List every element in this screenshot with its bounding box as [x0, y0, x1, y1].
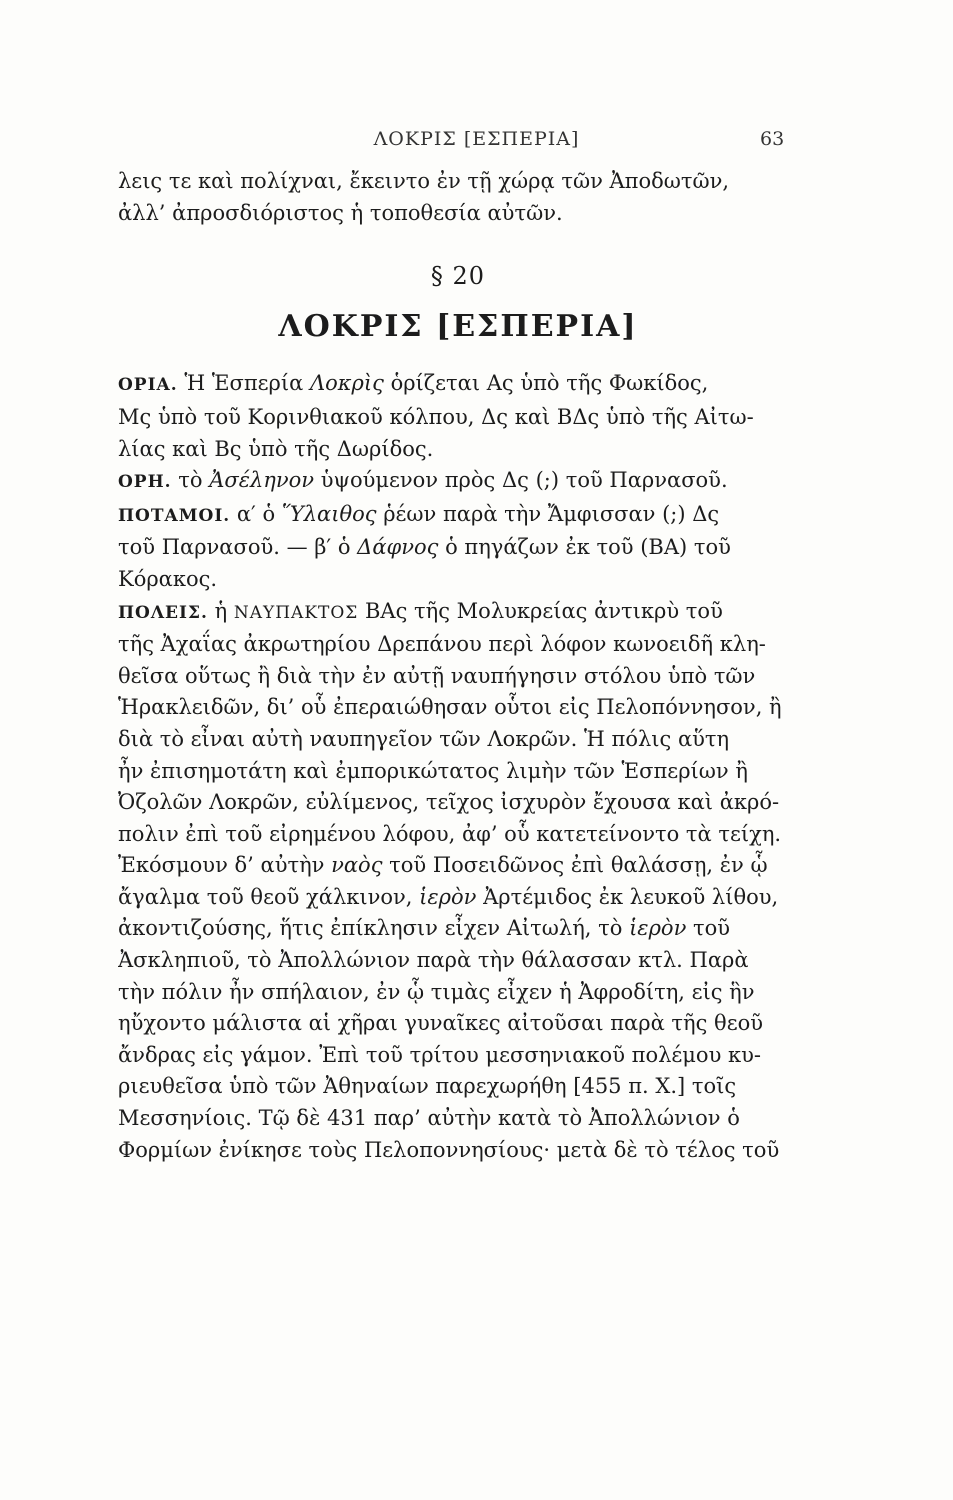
- text-run: ἡ: [207, 598, 234, 623]
- section-number: § 20: [430, 262, 486, 291]
- body-text: [118, 166, 798, 1166]
- ori-label: ΟΡΗ.: [118, 472, 172, 493]
- italic-term: Λοκρὶς: [309, 371, 384, 396]
- oria-label: ΟΡΙΑ.: [118, 375, 178, 396]
- poleis-line: [118, 850, 798, 882]
- italic-term: Ὕλαιθος: [281, 501, 377, 526]
- poleis-line: [118, 882, 798, 914]
- poleis-line: θεῖσα οὕτως ἢ διὰ τὴν ἐν αὐτῇ ναυπήγησιν στόλου ὑπὸ τῶν: [118, 663, 756, 688]
- poleis-line: Ἀσκληπιοῦ, τὸ Ἀπολλώνιον παρὰ τὴν θάλασσαν κτλ. Παρὰ: [118, 948, 749, 973]
- poleis-line: [118, 596, 798, 630]
- oria-line: λίας καὶ Βς ὑπὸ τῆς Δωρίδος.: [118, 436, 434, 461]
- oria-line: Μς ὑπὸ τοῦ Κορινθιακοῦ κόλπου, Δς καὶ ΒΔς ὑπὸ τῆς Αἰτω-: [118, 404, 754, 429]
- poleis-line: διὰ τὸ εἶναι αὐτὴ ναυπηγεῖον τῶν Λοκρῶν. Ἡ πόλις αὕτη: [118, 726, 730, 751]
- section-title: ΛΟΚΡΙΣ [ΕΣΠΕΡΙΑ]: [278, 308, 638, 344]
- page-number: 63: [760, 128, 785, 150]
- text-run: ῥέων παρὰ τὴν Ἄμφισσαν (;) Δς: [376, 501, 720, 526]
- text-run: ἄγαλμα τοῦ θεοῦ χάλκινον,: [118, 884, 420, 909]
- italic-term: ἱερὸν: [419, 884, 477, 909]
- poleis-line: [118, 913, 798, 945]
- text-run: τοῦ Ποσειδῶνος ἐπὶ θαλάσσῃ, ἐν ᾧ: [382, 853, 768, 878]
- poleis-line: Φορμίων ἐνίκησε τοὺς Πελοποννησίους· μετὰ δὲ τὸ τέλος τοῦ: [118, 1137, 780, 1162]
- poleis-line: πολιν ἐπὶ τοῦ εἰρημένου λόφου, ἀφ’ οὗ κατετείνοντο τὰ τείχη.: [118, 821, 782, 846]
- text-run: α′ ὁ: [230, 501, 282, 526]
- italic-term: ἱερὸν: [629, 916, 687, 941]
- text-run: ὑψούμενον πρὸς Δς (;) τοῦ Παρνασοῦ.: [314, 468, 728, 493]
- potamoi-line: [118, 532, 798, 564]
- poleis-line: ηὔχοντο μάλιστα αἱ χῆραι γυναῖκες αἰτοῦσαι παρὰ τῆς θεοῦ: [118, 1011, 763, 1036]
- italic-term: ναὸς: [331, 853, 383, 878]
- poleis-label: ΠΟΛΕΙΣ.: [118, 602, 208, 623]
- intro-line: ἀλλ’ ἀπροσδιόριστος ἡ τοποθεσία αὐτῶν.: [118, 200, 563, 225]
- poleis-line: Μεσσηνίοις. Τῷ δὲ 431 παρ’ αὐτὴν κατὰ τὸ Ἀπολλώνιον ὁ: [118, 1106, 740, 1131]
- text-run: ὁρίζεται Ας ὑπὸ τῆς Φωκίδος,: [383, 371, 709, 396]
- text-run: τοῦ Παρνασοῦ. — β′ ὁ: [118, 535, 358, 560]
- poleis-line: Ὀζολῶν Λοκρῶν, εὐλίμενος, τεῖχος ἰσχυρὸν ἔχουσα καὶ ἀκρό-: [118, 790, 780, 815]
- text-run: τὸ: [171, 468, 210, 493]
- potamoi-label: ΠΟΤΑΜΟΙ.: [118, 505, 231, 526]
- italic-term: Ἀσέληνον: [209, 468, 315, 493]
- poleis-line: τὴν πόλιν ἦν σπήλαιον, ἐν ᾧ τιμὰς εἶχεν ἡ Ἀφροδίτη, εἰς ἣν: [118, 979, 755, 1004]
- poleis-line: ριευθεῖσα ὑπὸ τῶν Ἀθηναίων παρεχωρήθη [455 π. Χ.] τοῖς: [118, 1074, 737, 1099]
- potamoi-line: Κόρακος.: [118, 566, 218, 591]
- page-header: [0, 128, 953, 158]
- text-run: ΒΑς τῆς Μολυκρείας ἀντικρὺ τοῦ: [358, 598, 723, 623]
- text-run: Ἡ Ἑσπερία: [177, 371, 310, 396]
- text-run: τοῦ: [686, 916, 731, 941]
- italic-term: Δάφνος: [357, 535, 439, 560]
- text-run: Ἀρτέμιδος ἐκ λευκοῦ λίθου,: [476, 884, 779, 909]
- city-name: ΝΑΥΠΑΚΤΟΣ: [233, 602, 359, 623]
- ori-line: [118, 465, 798, 499]
- poleis-line: τῆς Ἀχαΐας ἀκρωτηρίου Δρεπάνου περὶ λόφον κωνοειδῆ κλη-: [118, 632, 766, 657]
- potamoi-line: [118, 499, 798, 533]
- text-run: ἀκοντιζούσης, ἥτις ἐπίκλησιν εἶχεν Αἰτωλή, τὸ: [118, 916, 630, 941]
- text-run: Ἐκόσμουν δ’ αὐτὴν: [118, 853, 332, 878]
- text-run: ὁ πηγάζων ἐκ τοῦ (ΒΑ) τοῦ: [438, 535, 731, 560]
- poleis-line: ἄνδρας εἰς γάμον. Ἐπὶ τοῦ τρίτου μεσσηνιακοῦ πολέμου κυ-: [118, 1042, 761, 1067]
- poleis-line: Ἡρακλειδῶν, δι’ οὗ ἐπεραιώθησαν οὗτοι εἰς Πελοπόννησον, ἢ: [118, 695, 782, 720]
- running-title: ΛΟΚΡΙΣ [ΕΣΠΕΡΙΑ]: [373, 128, 580, 150]
- oria-line: [118, 368, 798, 402]
- intro-line: λεις τε καὶ πολίχναι, ἔκειντο ἐν τῇ χώρᾳ τῶν Ἀποδωτῶν,: [118, 169, 730, 193]
- poleis-line: ἦν ἐπισημοτάτη καὶ ἐμπορικώτατος λιμὴν τῶν Ἑσπερίων ἢ: [118, 758, 748, 783]
